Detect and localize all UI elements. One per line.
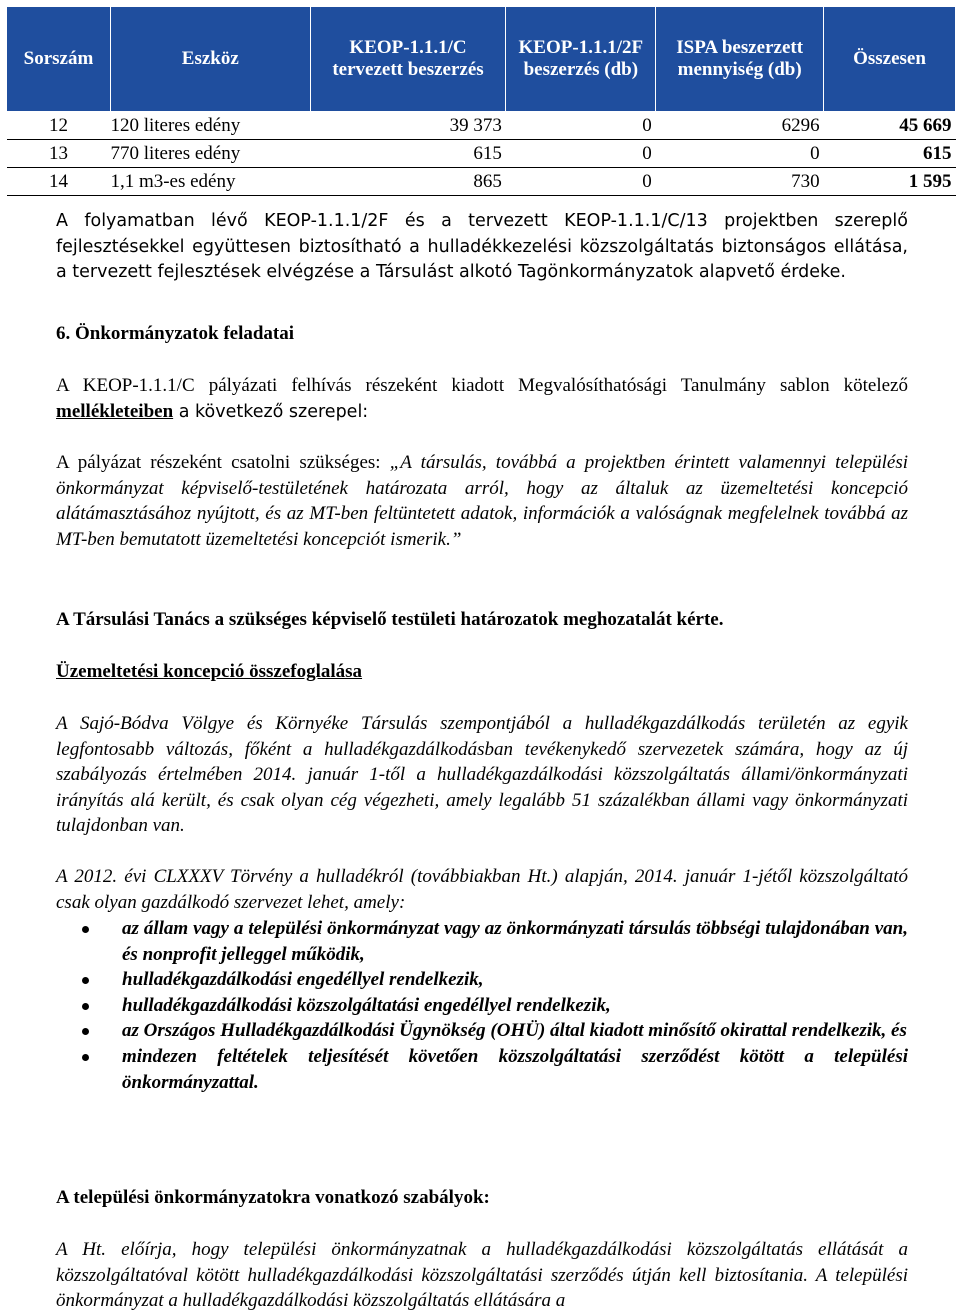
bullet-icon [82,977,89,984]
bullet-icon [82,1003,89,1010]
p3-text-start: A pályázat részeként csatolni szükséges: [56,452,390,473]
cell-osszesen: 615 [824,140,956,168]
bullet-icon [82,1028,89,1035]
cell-keop-c: 615 [310,140,506,168]
table-header-row [7,7,956,112]
header-eszkoz: Eszköz [110,7,310,112]
p3-quote: „A társulás, továbbá a projektben érintett valamennyi települési önkormányzat képviselő-testületének határozata arról, hogy az általuk az üzemeltetési koncepció alátámasztásához nyújtott, és az MT-ben feltüntetett adatok, információk a valóságnak megfelelnek továbbá az MT-ben bemutatott üzemeltetési koncepciót ismerik.” [56,452,908,550]
list-item: az állam vagy a települési önkormányzat vagy az önkormányzati társulás többségi tulajdonában van, és nonprofit jelleggel működik, [56,916,908,967]
list-item: az Országos Hulladékgazdálkodási Ügynökség (OHÜ) által kiadott minősítő okirattal rendelkezik, és [56,1018,908,1044]
cell-keop-2f: 0 [506,168,656,196]
bullet-icon [82,1054,89,1061]
cell-eszkoz: 120 literes edény [110,112,310,140]
paragraph-requirements [56,373,908,425]
header-keop-2f: KEOP-1.1.1/2F beszerzés (db) [506,7,656,112]
header-sorszam: Sorszám [7,7,111,112]
cell-eszkoz: 1,1 m3-es edény [110,168,310,196]
cell-keop-c: 865 [310,168,506,196]
list-item: hulladékgazdálkodási engedéllyel rendelkezik, [56,967,908,993]
table-row [7,168,956,196]
list-item: mindezen feltételek teljesítését követően közszolgáltatási szerződést kötött a települési önkormányzattal. [56,1044,908,1095]
cell-ispa: 6296 [656,112,824,140]
p2-text-start: A KEOP-1.1.1/C pályázati felhívás részeként kiadott Megvalósíthatósági Tanulmány sablon kötelező [56,375,908,396]
cell-osszesen: 1 595 [824,168,956,196]
cell-ispa: 730 [656,168,824,196]
cell-keop-c: 39 373 [310,112,506,140]
paragraph-ht: A Ht. előírja, hogy települési önkormányzatnak a hulladékgazdálkodási közszolgáltatás ellátását a közszolgáltatóval kötött hulladékgazdálkodási közszolgáltatási szerződés útján kell biztosítania. A települési önkormányzat a hulladékgazdálkodási közszolgáltatás ellátására a [56,1239,908,1312]
paragraph-attachment [56,450,908,552]
paragraph-projects: A folyamatban lévő KEOP-1.1.1/2F és a tervezett KEOP-1.1.1/C/13 projektben szereplő fejlesztésekkel együttesen biztosítható a hulladékkezelési közszolgáltatás biztonságos ellátása, a tervezett fejlesztések elvégzése a Társulást alkotó Tagönkormányzatok alapvető érdeke. [56,211,908,283]
cell-sorszam: 13 [7,140,111,168]
cell-sorszam: 14 [7,168,111,196]
header-ispa: ISPA beszerzett mennyiség (db) [656,7,824,112]
header-keop-c: KEOP-1.1.1/C tervezett beszerzés [310,7,506,112]
table-row [7,112,956,140]
paragraph-law: A 2012. évi CLXXXV Törvény a hulladékról (továbbiakban Ht.) alapján, 2014. január 1-jétől közszolgáltató csak olyan gazdálkodó szervezet lehet, amely: [56,866,908,913]
rules-heading: A települési önkormányzatokra vonatkozó szabályok: [56,1187,490,1208]
bullet-icon [82,926,89,933]
council-request: A Társulási Tanács a szükséges képviselő testületi határozatok meghozatalát kérte. [56,609,724,630]
cell-osszesen: 45 669 [824,112,956,140]
cell-ispa: 0 [656,140,824,168]
list-item: hulladékgazdálkodási közszolgáltatási engedéllyel rendelkezik, [56,993,908,1019]
table-row [7,140,956,168]
cell-eszkoz: 770 literes edény [110,140,310,168]
header-osszesen: Összesen [824,7,956,112]
cell-keop-2f: 0 [506,112,656,140]
equipment-table [6,6,956,196]
cell-keop-2f: 0 [506,140,656,168]
cell-sorszam: 12 [7,112,111,140]
summary-heading: Üzemeltetési koncepció összefoglalása [56,661,363,682]
p2-underlined: mellékleteiben [56,400,174,422]
p2-text-end: a következő szerepel: [173,401,369,422]
provider-conditions-list [56,916,908,1095]
paragraph-change: A Sajó-Bódva Völgye és Környéke Társulás szempontjából a hulladékgazdálkodás területén az egyik legfontosabb változás, főként a hulladékgazdálkodásban tevékenykedő szervezetek számára, hogy az új szabályozás értelmében 2014. január 1-től a hulladékgazdálkodási közszolgáltatás állami/önkormányzati irányítás alá került, és csak olyan cég végezheti, amely legalább 51 százalékban állami vagy önkormányzati tulajdonban van. [56,713,908,837]
section-title: 6. Önkormányzatok feladatai [56,323,295,344]
